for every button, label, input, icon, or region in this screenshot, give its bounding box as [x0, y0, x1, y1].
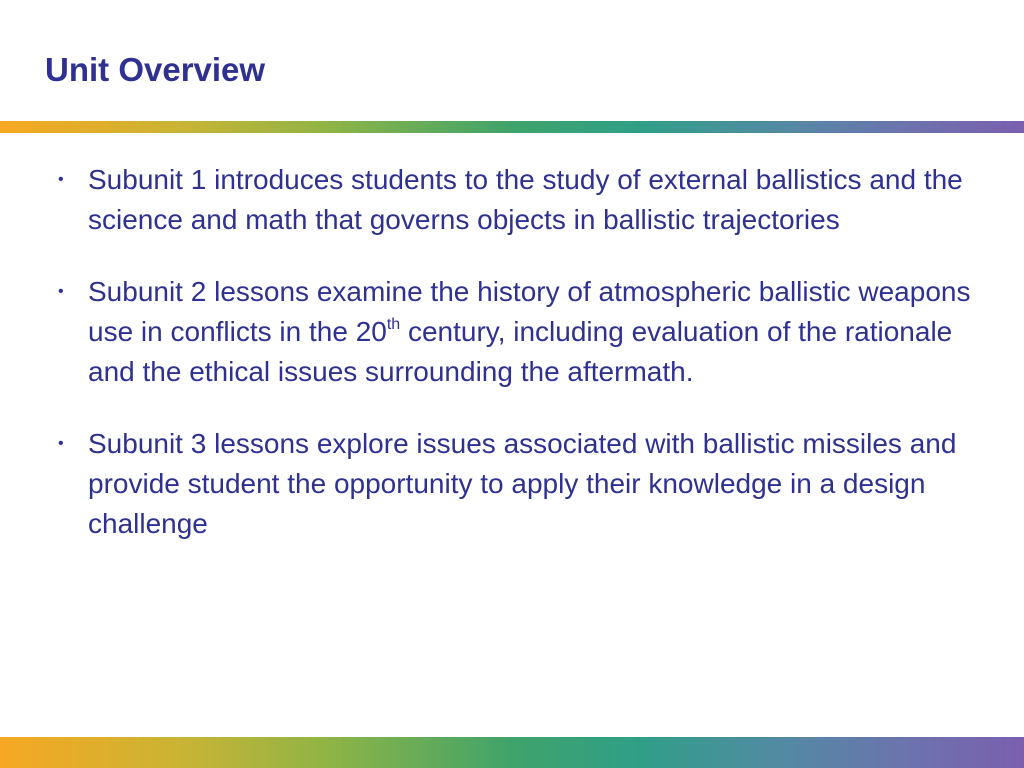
bullet-item-3 — [58, 424, 978, 544]
bullet-item-2 — [58, 272, 978, 392]
bullet-marker: • — [58, 283, 64, 300]
bullet-marker: • — [58, 171, 64, 188]
bullet-marker: • — [58, 435, 64, 452]
bullet-text-2-part-1: Subunit 2 lessons examine the history of atmospheric ballistic weapons use in conflicts in the 20 — [88, 276, 971, 347]
bullet-text-2-superscript: th — [386, 316, 401, 333]
bullet-text-2 — [88, 272, 978, 392]
bullet-list — [58, 160, 978, 576]
bottom-gradient-bar — [0, 737, 1024, 768]
top-gradient-bar — [0, 121, 1024, 133]
bullet-text-2-part-2: century, including evaluation of the rationale and the ethical issues surrounding the aftermath. — [88, 316, 953, 387]
bullet-text-1: Subunit 1 introduces students to the study of external ballistics and the science and math that governs objects in ballistic trajectories — [88, 164, 963, 235]
bullet-text-3: Subunit 3 lessons explore issues associated with ballistic missiles and provide student the opportunity to apply their knowledge in a design challenge — [88, 428, 957, 539]
bullet-item-1 — [58, 160, 978, 240]
slide-title: Unit Overview — [45, 51, 266, 88]
